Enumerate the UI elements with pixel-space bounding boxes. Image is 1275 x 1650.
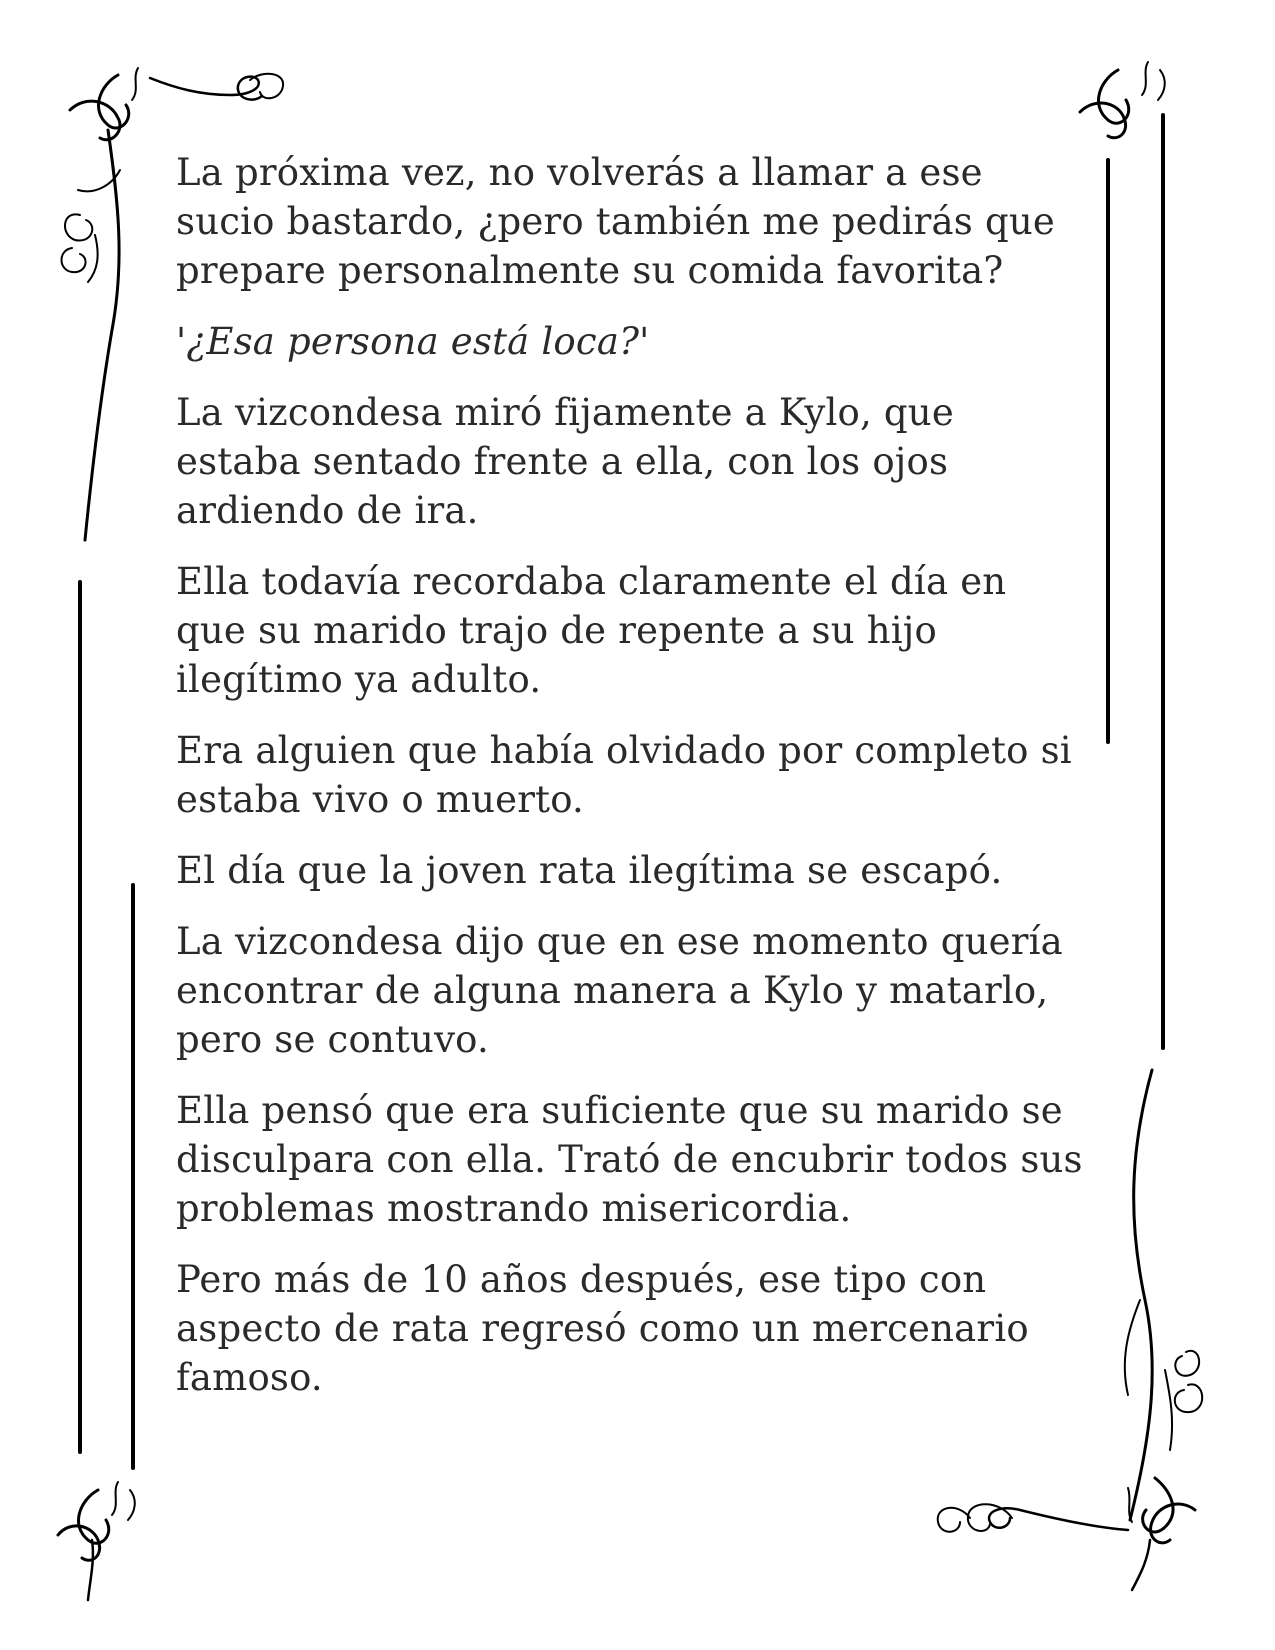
paragraph-3: La vizcondesa miró fijamente a Kylo, que estaba sentado frente a ella, con los ojos ardiendo de ira. (176, 391, 954, 532)
paragraph-4: Ella todavía recordaba claramente el día en que su marido trajo de repente a su hijo ilegítimo ya adulto. (176, 560, 1007, 701)
paragraph-5: Era alguien que había olvidado por completo si estaba vivo o muerto. (176, 729, 1072, 821)
paragraph-1: La próxima vez, no volverás a llamar a ese sucio bastardo, ¿pero también me pedirás que prepare personalmente su comida favorita? (176, 151, 1055, 292)
story-text (176, 148, 1106, 1424)
flourish-right-lower (1125, 1070, 1202, 1520)
paragraph-7: La vizcondesa dijo que en ese momento quería encontrar de alguna manera a Kylo y matarlo, pero se contuvo. (176, 920, 1063, 1061)
paragraph-8: Ella pensó que era suficiente que su marido se disculpara con ella. Trató de encubrir todos sus problemas mostrando misericordia. (176, 1089, 1083, 1230)
paragraph-6: El día que la joven rata ilegítima se escapó. (176, 849, 1003, 892)
corner-flourish-top-right (1080, 62, 1165, 138)
corner-flourish-bottom-right (938, 1478, 1195, 1590)
paragraph-9: Pero más de 10 años después, ese tipo con aspecto de rata regresó como un mercenario famoso. (176, 1258, 1029, 1399)
paragraph-2-italic-thought: '¿Esa persona está loca?' (176, 320, 650, 363)
corner-flourish-bottom-left (58, 1482, 135, 1600)
